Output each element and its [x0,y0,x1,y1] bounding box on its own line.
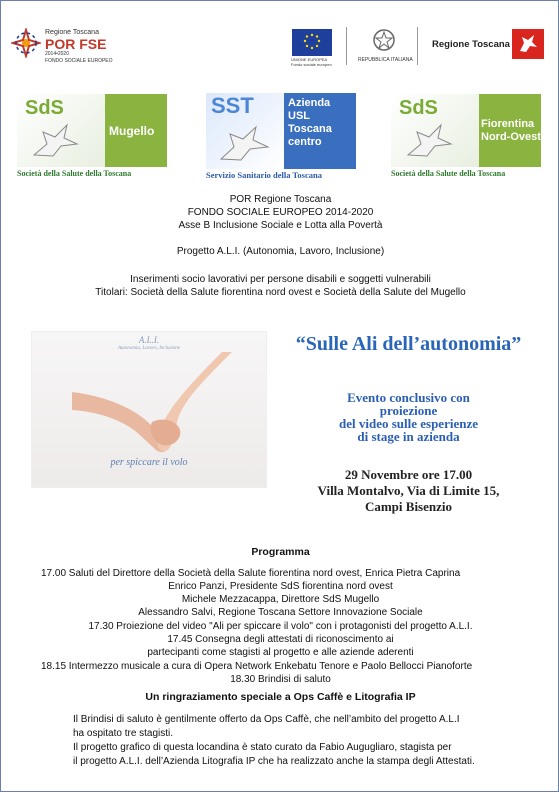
sds-fno-caption: Società della Salute della Toscana [391,169,506,178]
intro-line-5: Inserimenti socio lavorativi per persone disabili e soggetti vulnerabili [130,274,431,285]
programme-item: 17.45 Consegna degli attestati di riconoscimento ai [167,634,394,645]
programme-item: partecipanti come stagisti al progetto e alle aziende aderenti [147,647,414,658]
photo-caption: per spiccare il volo [110,457,188,468]
programme-item: 18.30 Brindisi di saluto [230,674,331,685]
programme-item: 18.15 Intermezzo musicale a cura di Opera Network Enkebatu Tenore e Paolo Bellocci Pianoforte [41,661,473,672]
sst-abbr: SST [211,93,254,118]
pegasus-icon [512,29,544,59]
sds-fno-logo [391,94,541,167]
porfse-star-icon [11,28,41,58]
porfse-years: 2014•2020 [45,51,69,57]
sds-fno-name: Fiorentina Nord-Ovest [481,118,541,143]
programme-heading: Programma [251,546,310,558]
intro-line-4: Progetto A.L.I. (Autonomia, Lavoro, Inclusione) [176,246,385,257]
regione-toscana-label: Regione Toscana [432,39,510,50]
programme-item: Michele Mezzacappa, Direttore SdS Mugello [181,594,380,605]
programme-item: 17.00 Saluti del Direttore della Società della Salute fiorentina nord ovest, Enrica Pietra Caprina [41,568,461,579]
italia-emblem-icon [371,27,397,60]
photo-title: A.L.I. [138,335,160,345]
sds-fno-abbr: SdS [399,97,438,119]
sds-mugello-caption: Società della Salute della Toscana [17,169,132,178]
sst-logo [206,93,356,169]
event-title: “Sulle Ali dell’autonomia” [295,333,522,355]
intro-line-2: FONDO SOCIALE EUROPEO 2014-2020 [187,207,374,218]
sds-mugello-abbr: SdS [25,97,64,119]
porfse-logo [11,28,41,63]
sst-caption: Servizio Sanitario della Toscana [206,170,322,180]
intro-line-6: Titolari: Società della Salute fiorentina nord ovest e Società della Salute del Mugello [95,287,466,298]
hands-photo [31,331,267,488]
event-place: Villa Montalvo, Via di Limite 15, [317,483,500,498]
footer-line-3: Il progetto grafico di questa locandina è stato curato da Fabio Augugliaro, stagista per [73,742,452,753]
sst-name: Azienda USL Toscana centro [288,97,332,148]
pegasus-sds-icon [29,120,89,160]
event-details [271,467,546,515]
italia-text: REPUBBLICA ITALIANA [358,57,413,63]
header-divider [346,27,347,65]
porfse-title: POR FSE [45,36,107,52]
footer-line-4: il progetto A.L.I. dell’Azienda Litografia IP che ha realizzato anche la stampa degli Attestati. [73,756,475,767]
photo-subtitle: Autonomia, Lavoro, Inclusione [117,346,181,351]
footer-line-2: ha ospitato tre stagisti. [73,728,174,739]
event-description: Evento conclusivo con proiezione del video sulle esperienze di stage in azienda [338,390,478,444]
pegasus-sst-icon [216,121,278,165]
porfse-region: Regione Toscana [45,29,99,36]
porfse-subtitle: FONDO SOCIALE EUROPEO [45,58,113,64]
programme-item: Alessandro Salvi, Regione Toscana Settore Innovazione Sociale [138,607,423,618]
sds-mugello-name: Mugello [109,124,155,138]
event-city: Campi Bisenzio [364,499,453,514]
sds-mugello-logo [17,94,167,167]
eu-text: UNIONE EUROPEA Fondo sociale europeo [291,57,332,67]
programme-item: 17.30 Proiezione del video "Ali per spiccare il volo" con i protagonisti del progetto A.L.I. [88,621,473,632]
intro-line-3: Asse B Inclusione Sociale e Lotta alla Povertà [178,220,383,231]
eu-flag-icon [292,29,332,56]
pegasus-sds-fno-icon [403,120,463,160]
event-date: 29 Novembre ore 17.00 [344,467,473,482]
programme-item: Enrico Panzi, Presidente SdS fiorentina nord ovest [168,581,393,592]
footer-line-1: Il Brindisi di saluto è gentilmente offerto da Ops Caffè, che nell’ambito del progetto A.L.I [73,714,460,725]
hands-illustration [72,352,232,462]
intro-line-1: POR Regione Toscana [229,194,332,205]
thanks-line: Un ringraziamento speciale a Ops Caffè e Litografia IP [145,691,416,703]
header-divider-2 [417,27,418,65]
